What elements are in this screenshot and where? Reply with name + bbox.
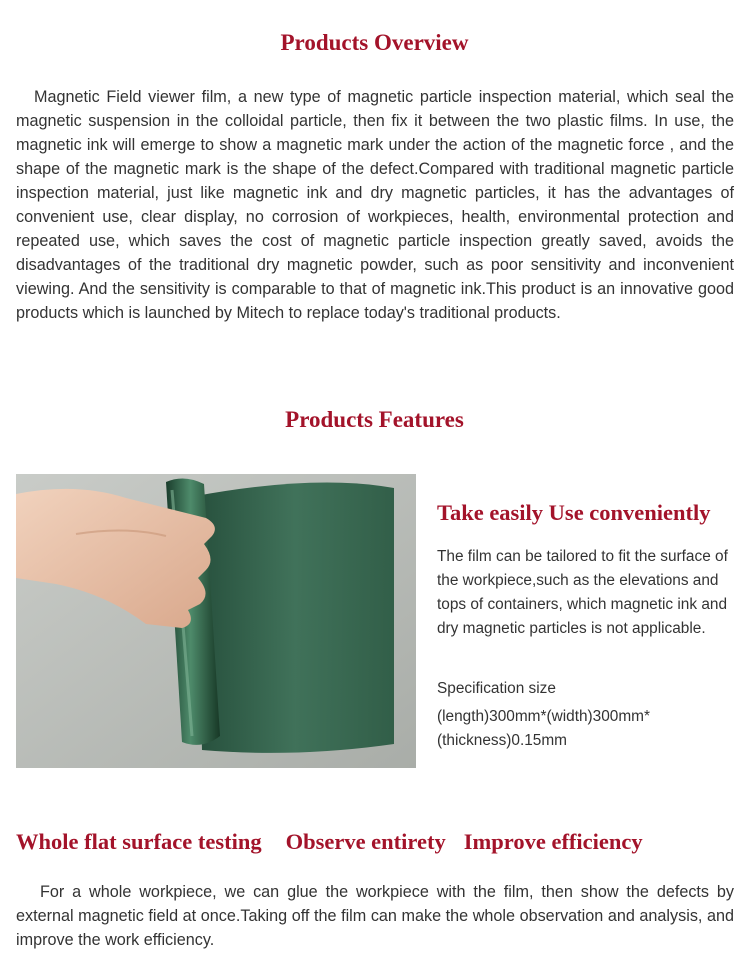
overview-text: Magnetic Field viewer film, a new type of magnetic particle inspection material, which seal the magnetic suspension in the colloidal particle, then fix it between the two plastic films. In use, the magnetic ink will emerge to show a magnetic mark under the action of the magnetic force , and the shape of the magnetic mark is the shape of the defect.Compared with traditional magnetic particle inspection material, just like magnetic ink and dry magnetic particles, it has the advantages of convenient use, clear display, no corrosion of workpieces, health, environmental protection and repeated use, which saves the cost of magnetic particle inspection greatly saved, avoids the disadvantages of the traditional dry magnetic powder, such as poor sensitivity and inconvenient viewing. And the sensitivity is comparable to that of magnetic ink.This product is an innovative good products which is launched by Mitech to replace today's traditional products. bbox=[16, 88, 734, 322]
feature2-heading-observe-entirety: Observe entirety bbox=[285, 829, 446, 854]
features-title: Products Features bbox=[285, 407, 464, 432]
feature1-title: Take easily Use conveniently bbox=[437, 500, 711, 525]
spec-label: Specification size bbox=[437, 680, 556, 697]
film-roll-image bbox=[16, 474, 416, 768]
product-photo bbox=[16, 474, 416, 768]
feature2-text: For a whole workpiece, we can glue the workpiece with the film, then show the defects by external magnetic field at once.Taking off the film can make the whole observation and analysis, and improve the work efficiency. bbox=[16, 883, 734, 949]
spec-value: (length)300mm*(width)300mm*(thickness)0.15mm bbox=[437, 708, 650, 749]
feature1-text: The film can be tailored to fit the surface of the workpiece,such as the elevations and tops of containers, which magnetic ink and dry magnetic particles is not applicable. bbox=[437, 548, 728, 637]
feature2-heading-improve-efficiency: Improve efficiency bbox=[463, 829, 643, 854]
feature2-headings bbox=[16, 829, 643, 855]
feature2-heading-whole-surface: Whole flat surface testing bbox=[16, 829, 262, 854]
overview-title: Products Overview bbox=[280, 30, 469, 55]
